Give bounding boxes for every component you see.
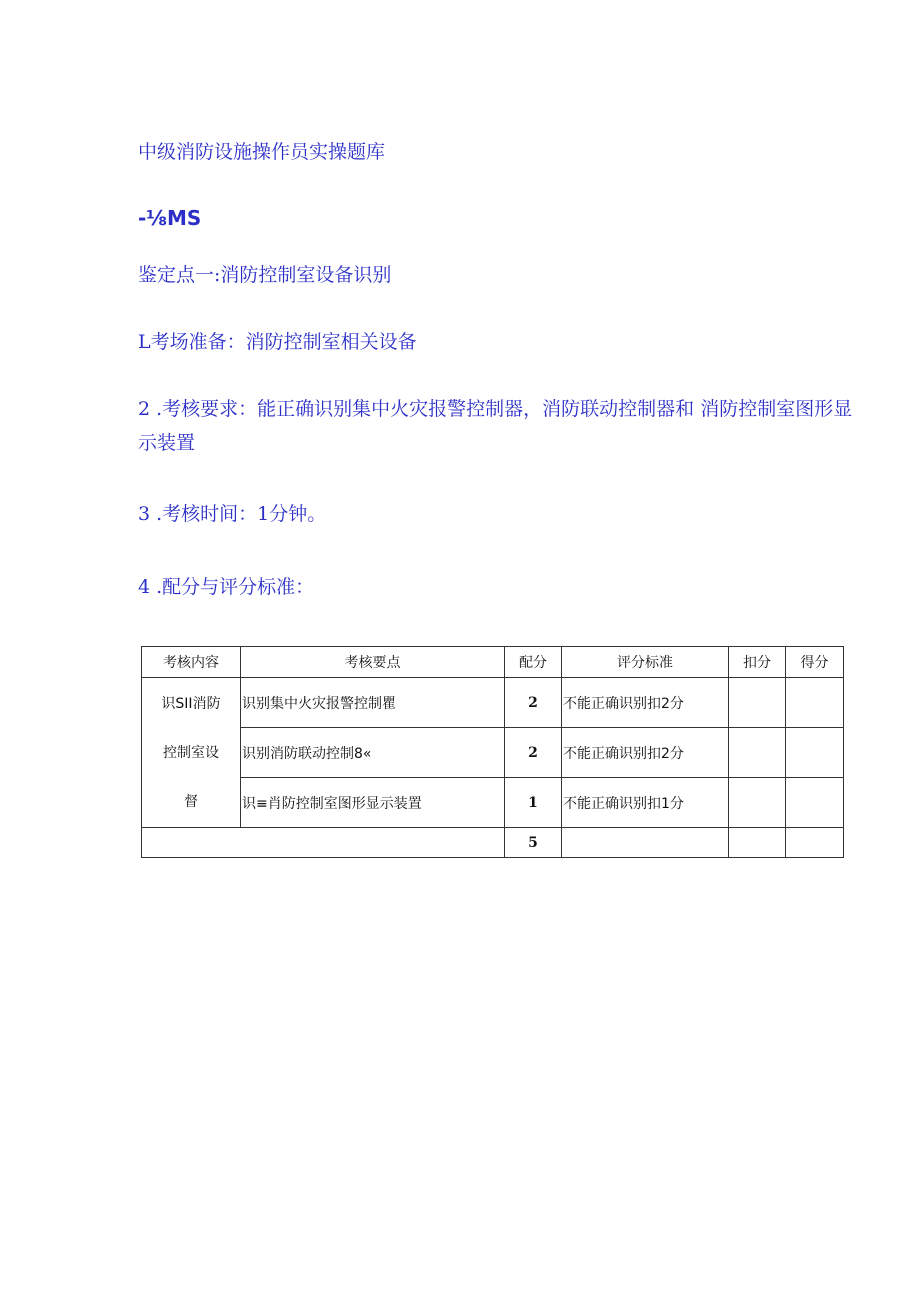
score-cell: [786, 728, 844, 778]
key-point-cell: 识≡肖防控制室图形显示装置: [241, 778, 505, 828]
criterion-cell: 不能正确识别扣2分: [562, 728, 729, 778]
identification-point: 鉴定点一:消防控制室设备识别: [138, 264, 392, 286]
points-cell: 1: [505, 778, 562, 828]
section-heading: -⅛MS: [138, 206, 202, 230]
total-label-cell: [142, 828, 505, 858]
exam-time: 3 .考核时间：1分钟。: [138, 503, 327, 525]
score-cell: [786, 778, 844, 828]
content-cell: [142, 678, 241, 828]
total-deduction-cell: [729, 828, 786, 858]
points-cell: 2: [505, 678, 562, 728]
deduction-cell: [729, 778, 786, 828]
header-criteria: 评分标准: [562, 647, 729, 678]
deduction-cell: [729, 728, 786, 778]
scoring-standard-heading: 4 .配分与评分标准：: [138, 576, 315, 598]
header-points: 配分: [505, 647, 562, 678]
content-line: 识SII消防: [161, 696, 221, 712]
document-title: 中级消防设施操作员实操题库: [138, 141, 386, 163]
deduction-cell: [729, 678, 786, 728]
content-line: 控制室设: [163, 745, 219, 761]
key-point-cell: 识别集中火灾报警控制瞿: [241, 678, 505, 728]
total-criterion-cell: [562, 828, 729, 858]
table-row: [142, 728, 844, 778]
criterion-cell: 不能正确识别扣1分: [562, 778, 729, 828]
table-row: [142, 678, 844, 728]
header-content: 考核内容: [142, 647, 241, 678]
total-score-cell: [786, 828, 844, 858]
header-score: 得分: [786, 647, 844, 678]
header-deduction: 扣分: [729, 647, 786, 678]
points-cell: 2: [505, 728, 562, 778]
exam-preparation: L考场准备：消防控制室相关设备: [138, 331, 417, 353]
key-point-cell: 识别消防联动控制8«: [241, 728, 505, 778]
scoring-table: [141, 646, 844, 858]
score-cell: [786, 678, 844, 728]
table-row: [142, 778, 844, 828]
total-row: [142, 828, 844, 858]
header-key-points: 考核要点: [241, 647, 505, 678]
criterion-cell: 不能正确识别扣2分: [562, 678, 729, 728]
exam-requirements: 2 .考核要求：能正确识别集中火灾报警控制器，消防联动控制器和 消防控制室图形显示装置: [138, 398, 853, 454]
table-header-row: [142, 647, 844, 678]
content-line: 督: [184, 794, 198, 810]
total-points-cell: 5: [505, 828, 562, 858]
